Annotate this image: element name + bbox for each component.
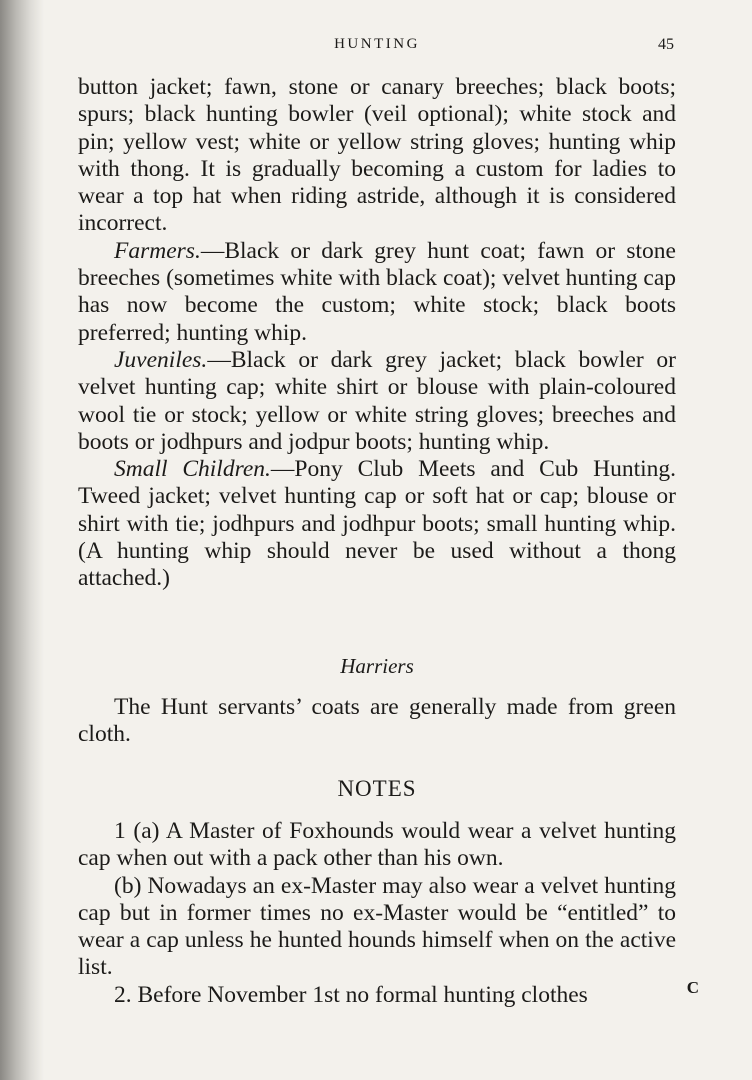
farmers-label: Farmers.	[114, 237, 201, 264]
harriers-heading: Harriers	[340, 654, 414, 678]
juveniles-text: —Black or dark grey jacket; black bowler or velvet hunting cap; white shirt or blouse with plain-coloured wool tie or stock; yellow or white string gloves; breeches and boots or jodhpurs and jodpur boots; hunting whip.	[78, 346, 676, 455]
running-title: HUNTING	[334, 36, 420, 52]
page-number: 45	[658, 36, 674, 53]
book-page	[78, 36, 676, 1046]
note-2: 2. Before November 1st no formal hunting clothes	[114, 981, 588, 1008]
notes-section	[78, 818, 676, 1009]
printer-signature-mark: C	[686, 978, 700, 997]
main-text	[78, 74, 676, 593]
notes-heading: NOTES	[337, 776, 417, 801]
small-children-paragraph	[78, 456, 676, 592]
farmers-paragraph	[78, 238, 676, 347]
harriers-paragraph: The Hunt servants’ coats are generally made from green cloth.	[78, 694, 676, 748]
running-head	[78, 36, 676, 60]
juveniles-label: Juveniles.	[114, 346, 208, 373]
book-spine-shadow	[0, 0, 44, 1080]
small-children-label: Small Children.	[114, 456, 271, 483]
juveniles-paragraph	[78, 347, 676, 456]
small-children-text: —Pony Club Meets and Cub Hunting. Tweed jacket; velvet hunting cap or soft hat or cap; blouse or shirt with tie; jodhpurs and jodhpur boots; small hunting whip. (A hunting whip should never be used without a thong attached.)	[78, 456, 676, 592]
harriers-section	[78, 694, 676, 749]
opening-paragraph: button jacket; fawn, stone or canary breeches; black boots; spurs; black hunting bowler (veil optional); white stock and pin; yellow vest; white or yellow string gloves; hunting whip with thong. It is gradually becoming a custom for ladies to wear a top hat when riding astride, although it is considered incorrect.	[78, 74, 676, 237]
note-1b: (b) Nowadays an ex-Master may also wear a velvet hunting cap but in former times no ex-Master would be “entitled” to wear a cap unless he hunted hounds himself when on the active list.	[78, 872, 676, 981]
note-1a: 1 (a) A Master of Foxhounds would wear a velvet hunting cap when out with a pack other than his own.	[78, 818, 676, 872]
farmers-text: —Black or dark grey hunt coat; fawn or stone breeches (sometimes white with black coat); velvet hunting cap has now become the custom; white stock; black boots preferred; hunting whip.	[78, 237, 676, 346]
